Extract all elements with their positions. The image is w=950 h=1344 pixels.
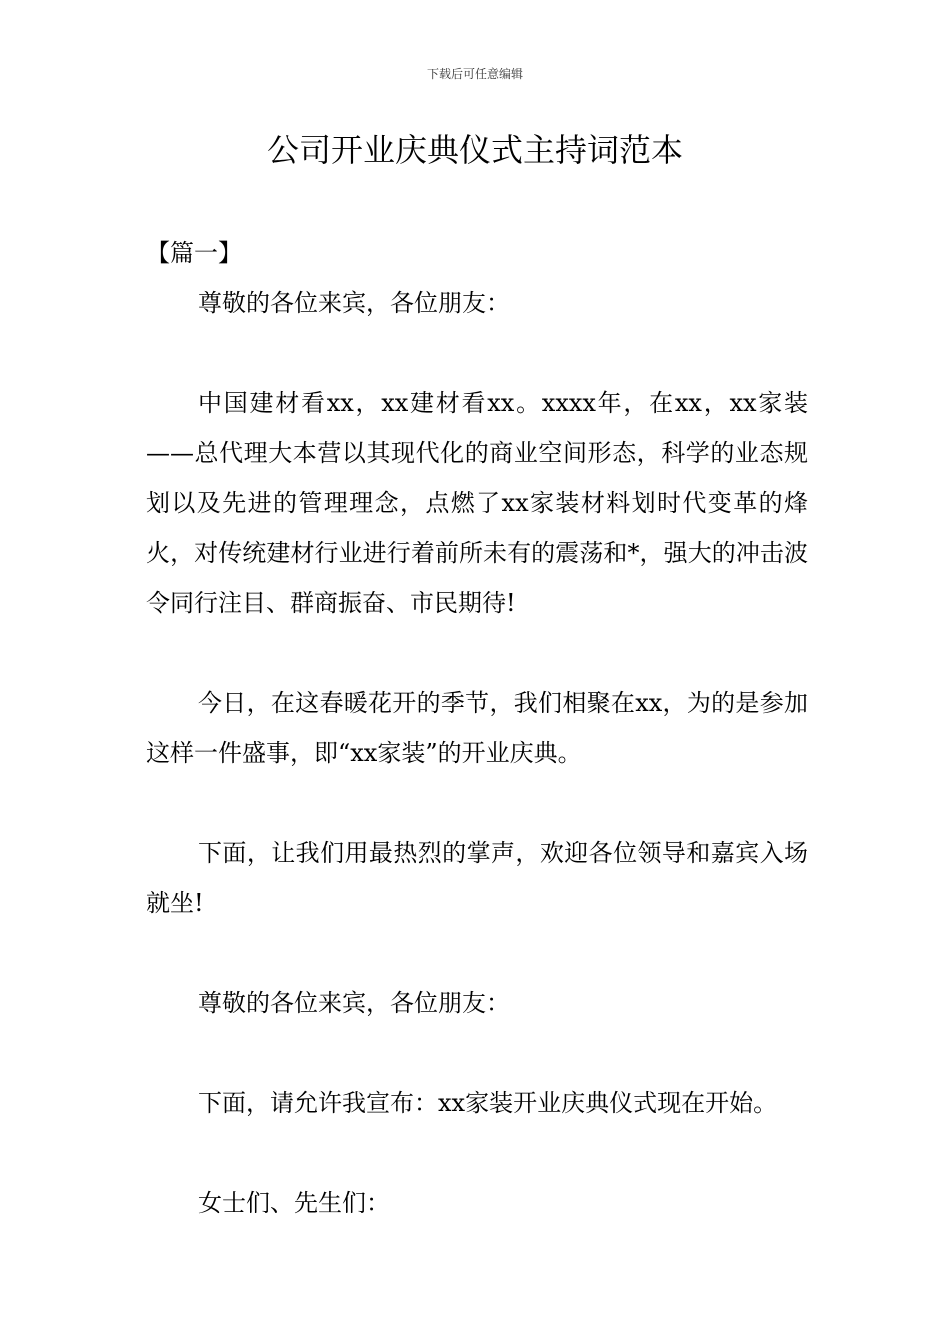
paragraph-spacer [146,328,808,378]
header-note: 下载后可任意编辑 [426,67,523,81]
paragraph-greeting: 尊敬的各位来宾，各位朋友： [198,289,510,317]
section-label: 【篇一】 [146,239,242,267]
paragraph-spacer [146,778,808,828]
paragraph-occasion: 今日，在这春暖花开的季节，我们相聚在xx，为的是参加这样一件盛事，即“xx家装”的开业庆典。 [146,689,808,767]
paragraph-announcement: 下面，请允许我宣布：xx家装开业庆典仪式现在开始。 [198,1089,778,1117]
document-body [146,228,808,1228]
paragraph-spacer [146,928,808,978]
paragraph-spacer [146,628,808,678]
paragraph-welcome: 下面，让我们用最热烈的掌声，欢迎各位领导和嘉宾入场就坐! [146,839,808,917]
paragraph-greeting-repeat: 尊敬的各位来宾，各位朋友： [198,989,510,1017]
paragraph-intro: 中国建材看xx，xx建材看xx。xxxx年，在xx，xx家装——总代理大本营以其现代化的商业空间形态，科学的业态规划以及先进的管理理念，点燃了xx家装材料划时代变革的烽火，对传统建材行业进行着前所未有的震荡和*，强大的冲击波令同行注目、群商振奋、市民期待! [146,389,808,617]
paragraph-address: 女士们、先生们： [198,1189,390,1217]
paragraph-spacer [146,1028,808,1078]
paragraph-spacer [146,1128,808,1178]
document-title: 公司开业庆典仪式主持词范本 [266,131,683,169]
